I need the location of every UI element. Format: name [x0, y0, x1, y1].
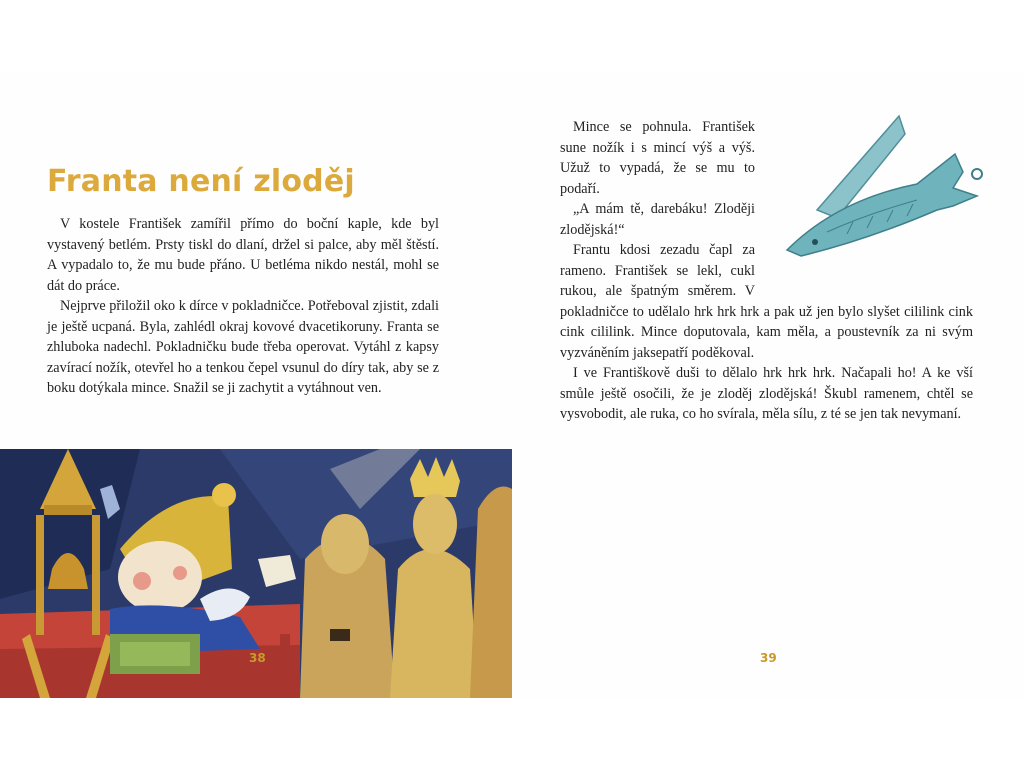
paragraph: Mince se pohnula. František sune nožík i s mincí výš a výš. Užuž to vypadá, že se mu to podaří.	[560, 119, 755, 197]
left-page-text	[47, 214, 439, 399]
chapter-title: Franta není zloděj	[47, 164, 355, 199]
paragraph: „A mám tě, darebáku! Zloději zlodějská!“	[560, 201, 755, 238]
paragraph: Frantu kdosi zezadu čapl za rameno. František se lekl, cukl rukou, ale špatným směrem. V pokladničce to udělalo hrk hrk hrk a pak už jen bylo slyšet cililink cink cink cililink. Mince doputovala, kam měla, a poustevník za ni svým vyzváněním jaksepatří poděkoval.	[560, 242, 973, 361]
paragraph: Nejprve přiložil oko k dírce v pokladničce. Potřeboval zjistit, zdali je ještě ucpaná. Byla, zahlédl okraj kovové dvacetikoruny. Franta se zhluboka nadechl. Pokladničku bude třeba operovat. Vytáhl z kapsy zavírací nožík, otevřel ho a tenkou čepel vsunul do díry tak, aby se z boku dotýkala mince. Snažil se ji zachytit a vytáhnout ven.	[47, 298, 439, 396]
book-spread	[0, 72, 1024, 698]
left-page	[0, 72, 512, 698]
right-page	[512, 72, 1024, 698]
paragraph: V kostele František zamířil přímo do boční kaple, kde byl vystavený betlém. Prsty tiskl do dlaní, držel si palce, aby měl štěstí. A vypadalo to, že mu bude přáno. U betléma nikdo nestál, mohl se dát do práce.	[47, 216, 439, 294]
page-number: 39	[760, 651, 777, 665]
paragraph: I ve Františkově duši to dělalo hrk hrk hrk. Načapali ho! A ke vší smůle ještě osočili, že je zloděj zlodějská! Škubl ramenem, chtěl se vysvobodit, ale ruka, co ho svírala, měla sílu, z té se jen tak nevymaní.	[560, 365, 973, 422]
fish-pocketknife-illustration	[777, 114, 987, 264]
page-number: 38	[249, 651, 266, 665]
